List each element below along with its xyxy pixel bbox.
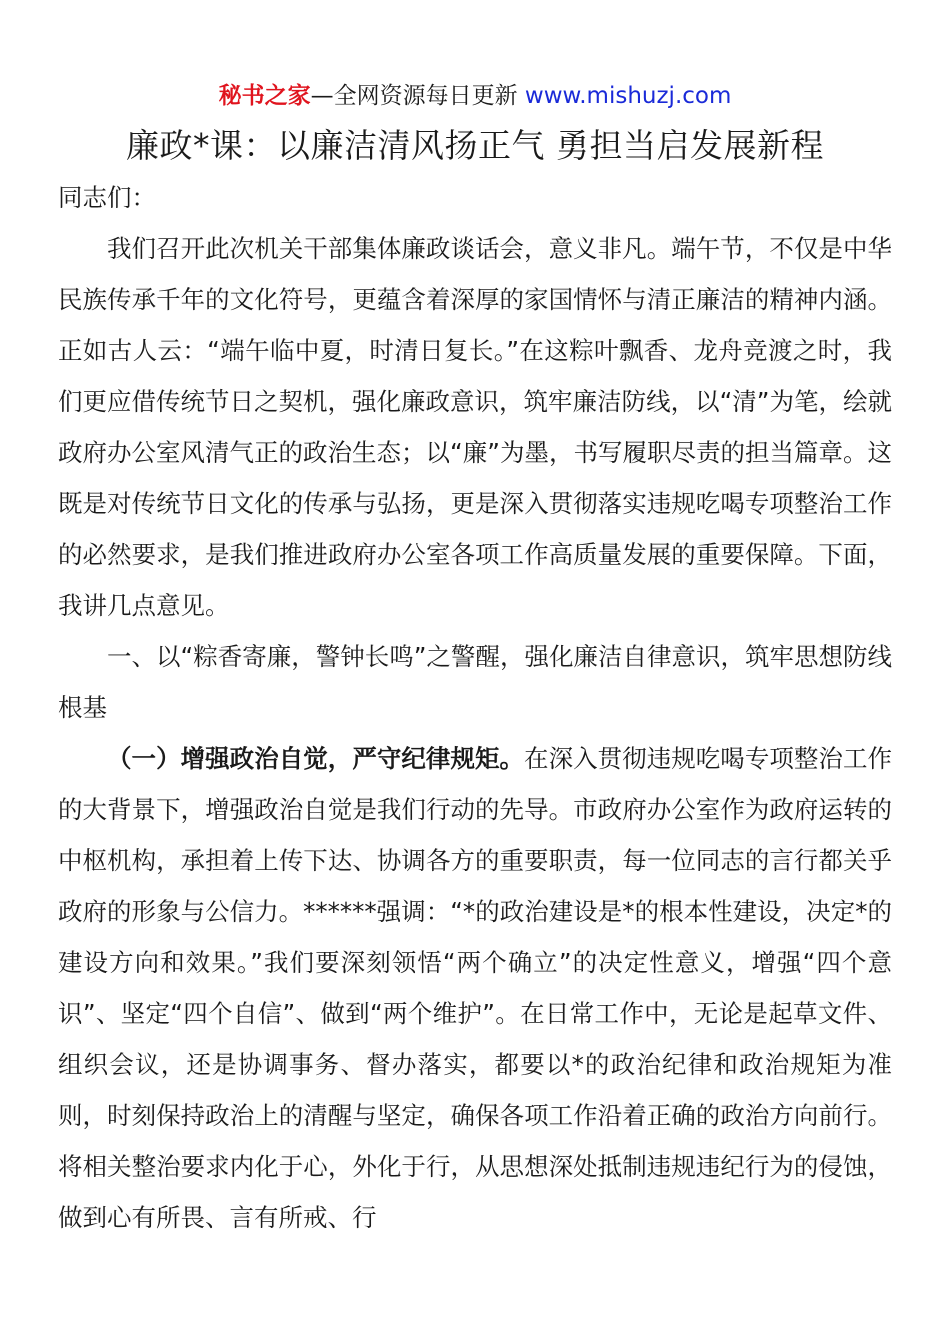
intro-paragraph: 我们召开此次机关干部集体廉政谈话会，意义非凡。端午节，不仅是中华民族传承千年的文化符号，更蕴含着深厚的家国情怀与清正廉洁的精神内涵。正如古人云：“端午临中夏，时清日复长。”在这粽叶飘香、龙舟竞渡之时，我们更应借传统节日之契机，强化廉政意识，筑牢廉洁防线，以“清”为笔，绘就政府办公室风清气正的政治生态；以“廉”为墨，书写履职尽责的担当篇章。这既是对传统节日文化的传承与弘扬，更是深入贯彻落实违规吃喝专项整治工作的必然要求，是我们推进政府办公室各项工作高质量发展的重要保障。下面，我讲几点意见。 xyxy=(58,234,892,620)
document-body xyxy=(58,172,892,1243)
section-heading: 一、以“粽香寄廉，警钟长鸣”之警醒，强化廉洁自律意识，筑牢思想防线根基 xyxy=(58,642,892,722)
subsection-heading: （一）增强政治自觉，严守纪律规矩。 xyxy=(107,744,525,773)
brand-name: 秘书之家 xyxy=(218,83,311,109)
site-url: www.mishuzj.com xyxy=(524,83,732,109)
document-title: 廉政*课：以廉洁清风扬正气 勇担当启发展新程 xyxy=(126,126,824,165)
subsection-paragraph xyxy=(58,733,892,1243)
header-tagline: —全网资源每日更新 xyxy=(310,83,525,109)
site-header xyxy=(0,80,950,112)
salutation: 同志们： xyxy=(58,183,156,212)
subsection-body: 在深入贯彻违规吃喝专项整治工作的大背景下，增强政治自觉是我们行动的先导。市政府办公室作为政府运转的中枢机构，承担着上传下达、协调各方的重要职责，每一位同志的言行都关乎政府的形象与公信力。******强调：“*的政治建设是*的根本性建设，决定*的建设方向和效果。”我们要深刻领悟“两个确立”的决定性意义，增强“四个意识”、坚定“四个自信”、做到“两个维护”。在日常工作中，无论是起草文件、组织会议，还是协调事务、督办落实，都要以*的政治纪律和政治规矩为准则，时刻保持政治上的清醒与坚定，确保各项工作沿着正确的政治方向前行。将相关整治要求内化于心，外化于行，从思想深处抵制违规违纪行为的侵蚀，做到心有所畏、言有所戒、行 xyxy=(58,744,892,1232)
